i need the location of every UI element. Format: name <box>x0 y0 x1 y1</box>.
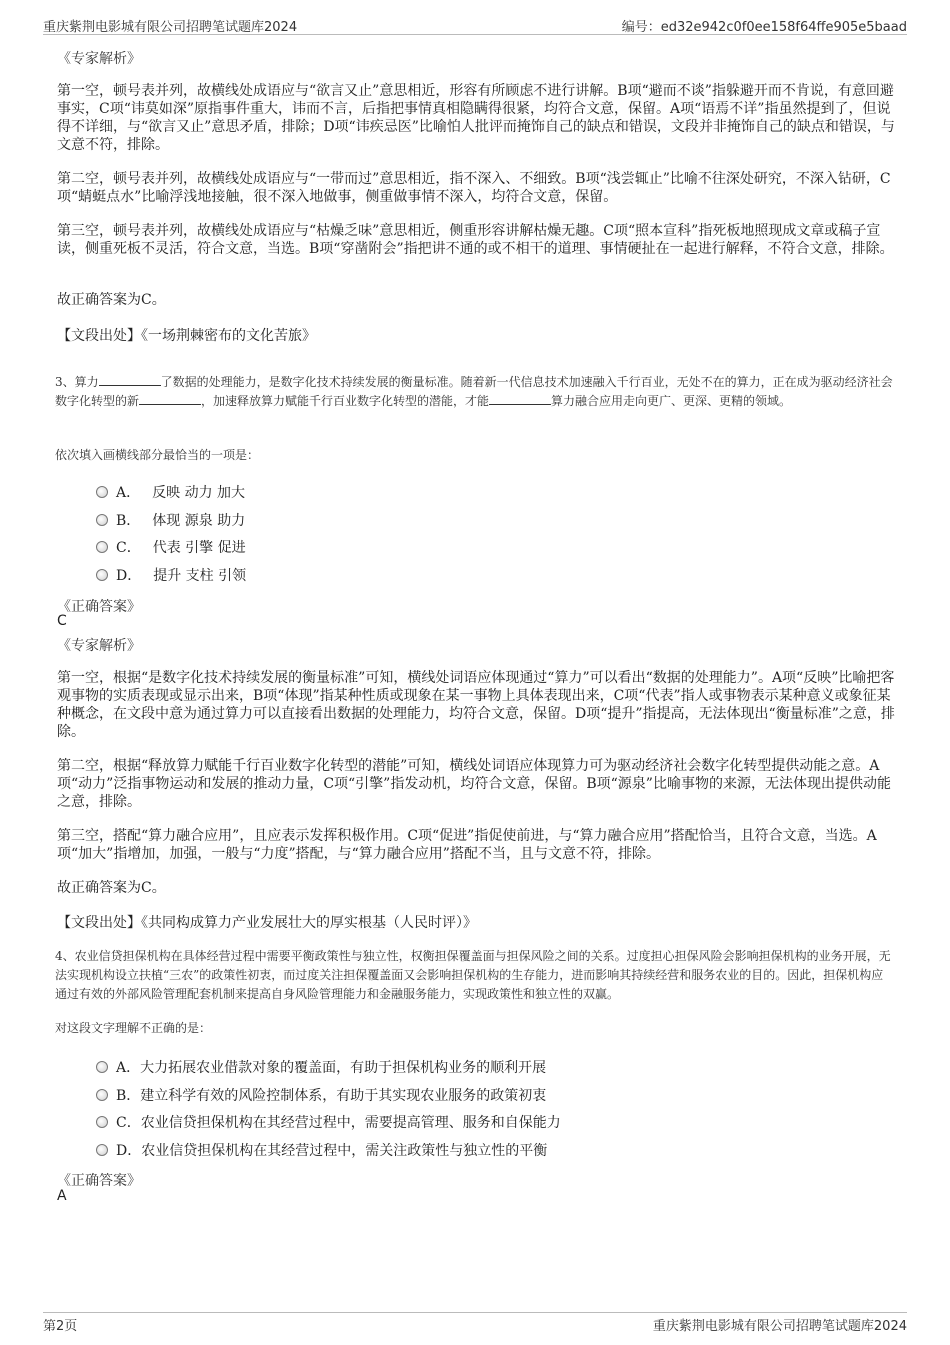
option-letter: B． <box>116 1088 141 1104</box>
option-text: 反映 动力 加大 <box>152 485 246 501</box>
q3-prompt: 依次填入画横线部分最恰当的一项是： <box>55 448 260 462</box>
option-text: 农业信贷担保机构在其经营过程中，需关注政策性与独立性的平衡 <box>141 1143 548 1159</box>
q4-answer-value: A <box>57 1188 67 1204</box>
q3-analysis-label: 《专家解析》 <box>57 638 141 654</box>
q3-stem-part-1: 3、算力 <box>55 375 99 389</box>
q2-analysis-para-1: 第一空，顿号表并列，故横线处成语应与“欲言又止”意思相近，形容有所顾虑不进行讲解。B项“避而不谈”指躲避开而不肯说，有意回避事实，C项“讳莫如深”原指事件重大，讳而不言，后指把事情真相隐瞒得很紧，均符合文意，保留。A项“语焉不详”指虽然提到了，但说得不详细，与“欲言又止”意思矛盾，排除；D项“讳疾忌医”比喻怕人批评而掩饰自己的缺点和错误，文段并非掩饰自己的缺点和错误，与文意不符，排除。 <box>57 83 895 153</box>
q3-analysis-para-2: 第二空，根据“释放算力赋能千行百业数字化转型的潜能”可知，横线处词语应体现算力可为驱动经济社会数字化转型提供动能之意。A项“动力”泛指事物运动和发展的推动力量，C项“引擎”指发动机，均符合文意，保留。B项“源泉”比喻事物的来源，无法体现出提供动能之意，排除。 <box>57 758 891 810</box>
radio-icon[interactable] <box>96 569 108 581</box>
q3-stem-part-4: 算力融合应用走向更广、更深、更精的领域。 <box>551 394 792 408</box>
option-letter: C． <box>116 1115 141 1131</box>
radio-icon[interactable] <box>96 1089 108 1101</box>
page-footer <box>43 1312 907 1333</box>
q4-option-d[interactable] <box>96 1140 547 1160</box>
option-text: 建立科学有效的风险控制体系，有助于其实现农业服务的政策初衷 <box>140 1088 547 1104</box>
option-text: 体现 源泉 助力 <box>152 513 246 529</box>
q2-analysis-label: 《专家解析》 <box>57 51 141 67</box>
page-number: 第2页 <box>43 1319 78 1334</box>
q4-option-b[interactable] <box>96 1085 546 1105</box>
q2-analysis-para-2: 第二空，顿号表并列，故横线处成语应与“一带而过”意思相近，指不深入、不细致。B项“浅尝辄止”比喻不往深处研究，不深入钻研，C项“蜻蜓点水”比喻浮浅地接触，很不深入地做事，侧重做事情不深入，均符合文意，保留。 <box>57 171 891 205</box>
option-letter: A． <box>116 485 141 501</box>
q2-source: 【文段出处】《一场荆棘密布的文化苦旅》 <box>57 328 316 344</box>
option-letter: C． <box>116 540 141 556</box>
q4-stem: 4、农业信贷担保机构在具体经营过程中需要平衡政策性与独立性，权衡担保覆盖面与担保风险之间的关系。过度担心担保风险会影响担保机构的业务开展，无法实现机构设立扶植“三农”的政策性初衷，而过度关注担保覆盖面又会影响担保机构的生存能力，进而影响其持续经营和服务农业的目的。因此，担保机构应通过有效的外部风险管理配套机制来提高自身风险管理能力和金融服务能力，实现政策性和独立性的双赢。 <box>55 949 891 1001</box>
q3-stem-part-3: ，加速释放算力赋能千行百业数字化转型的潜能，才能 <box>201 394 490 408</box>
q3-source: 【文段出处】《共同构成算力产业发展壮大的厚实根基（人民时评）》 <box>57 915 477 931</box>
option-letter: A． <box>116 1060 141 1076</box>
header-doc-id: 编号：ed32e942c0f0ee158f64ffe905e5baad <box>621 20 907 35</box>
option-letter: D． <box>116 568 142 584</box>
q2-answer-conclusion: 故正确答案为C。 <box>57 292 166 308</box>
q3-option-c[interactable] <box>96 537 246 557</box>
q3-option-d[interactable] <box>96 565 246 585</box>
option-text: 提升 支柱 引领 <box>153 568 247 584</box>
q3-blank-3 <box>489 393 551 405</box>
radio-icon[interactable] <box>96 1116 108 1128</box>
radio-icon[interactable] <box>96 1144 108 1156</box>
q3-answer-conclusion: 故正确答案为C。 <box>57 880 166 896</box>
q3-answer-value: C <box>57 613 67 629</box>
q4-option-c[interactable] <box>96 1112 561 1132</box>
q3-blank-1 <box>99 374 161 386</box>
q3-option-b[interactable] <box>96 510 245 530</box>
radio-icon[interactable] <box>96 1061 108 1073</box>
q4-prompt: 对这段文字理解不正确的是： <box>55 1021 212 1035</box>
header-title: 重庆紫荆电影城有限公司招聘笔试题库2024 <box>43 20 298 35</box>
option-text: 大力拓展农业借款对象的覆盖面，有助于担保机构业务的顺利开展 <box>140 1060 547 1076</box>
radio-icon[interactable] <box>96 486 108 498</box>
option-text: 代表 引擎 促进 <box>152 540 246 556</box>
q4-option-a[interactable] <box>96 1057 546 1077</box>
q3-blank-2 <box>139 393 201 405</box>
q3-analysis-para-1: 第一空，根据“是数字化技术持续发展的衡量标准”可知，横线处词语应体现通过“算力”可以看出“数据的处理能力”。A项“反映”比喻把客观事物的实质表现或显示出来，B项“体现”指某种性质或现象在某一事物上具体表现出来，C项“代表”指人或事物表示某种意义或象征某种概念，在文段中意为通过算力可以直接看出数据的处理能力，均符合文意，保留。D项“提升”指提高，无法体现出“衡量标准”之意，排除。 <box>57 670 895 740</box>
q3-answer-label: 《正确答案》 <box>57 599 141 615</box>
q2-analysis-para-3: 第三空，顿号表并列，故横线处成语应与“枯燥乏味”意思相近，侧重形容讲解枯燥无趣。C项“照本宣科”指死板地照现成文章或稿子宣读，侧重死板不灵活，符合文意，当选。B项“穿凿附会”指把讲不通的或不相干的道理、事情硬扯在一起进行解释，不符合文意，排除。 <box>57 223 894 257</box>
radio-icon[interactable] <box>96 514 108 526</box>
page-header <box>43 14 907 35</box>
q3-analysis-para-3: 第三空，搭配“算力融合应用”，且应表示发挥积极作用。C项“促进”指促使前进，与“算力融合应用”搭配恰当，且符合文意，当选。A项“加大”指增加，加强，一般与“力度”搭配，与“算力融合应用”搭配不当，且与文意不符，排除。 <box>57 828 877 862</box>
option-letter: B． <box>116 513 141 529</box>
q3-stem <box>55 373 895 411</box>
q3-option-a[interactable] <box>96 482 245 502</box>
option-letter: D． <box>116 1143 142 1159</box>
radio-icon[interactable] <box>96 541 108 553</box>
footer-title: 重庆紫荆电影城有限公司招聘笔试题库2024 <box>652 1319 907 1334</box>
option-text: 农业信贷担保机构在其经营过程中，需要提高管理、服务和自保能力 <box>140 1115 561 1131</box>
q3-stem-part-2: 了数据的处理能力，是数字化技术持续发展的衡量标准。随着新一代信息技术加速融入千行百业，无处不在的算力，正在成为驱动经济社会数字化转型的新 <box>55 375 893 408</box>
q4-answer-label: 《正确答案》 <box>57 1173 141 1189</box>
